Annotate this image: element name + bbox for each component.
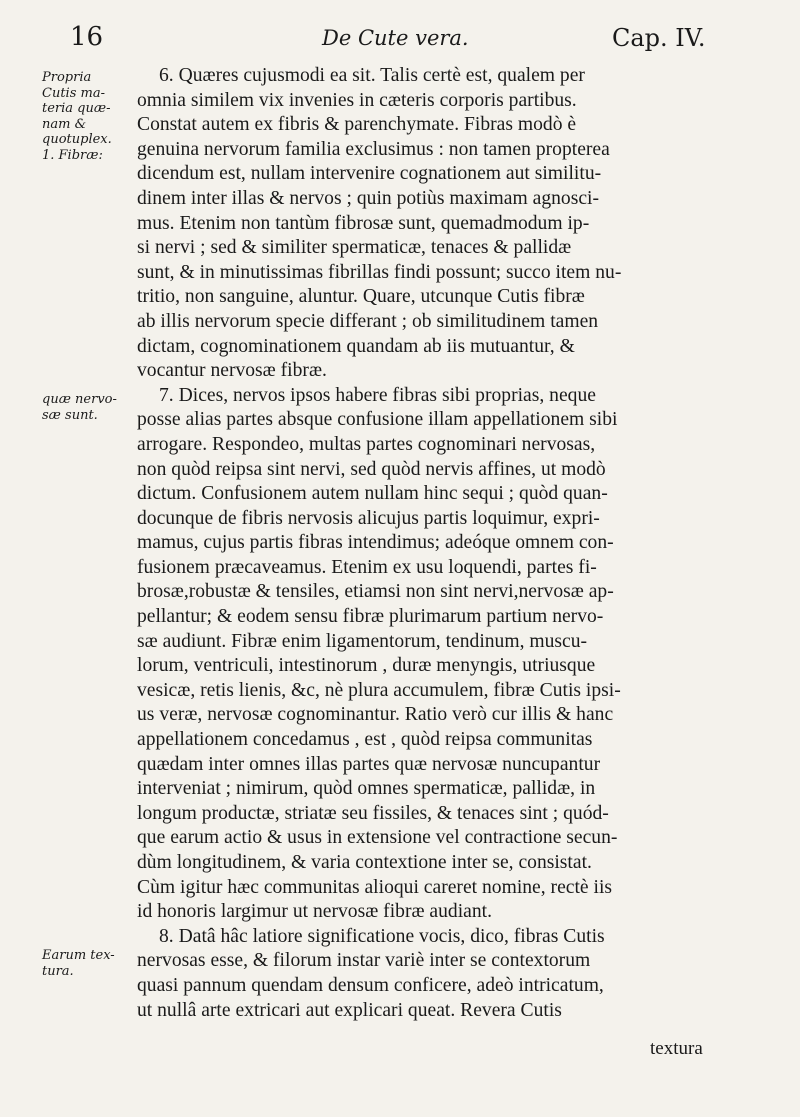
margin-note-line: nam &	[42, 116, 87, 132]
text-line: pellantur; & eodem sensu fibræ plurimarum partium nervo-	[137, 606, 604, 628]
margin-note-line: tura.	[42, 963, 74, 979]
text-line: mus. Etenim non tantùm fibrosæ sunt, quemadmodum ip-	[137, 212, 590, 234]
text-line: 6. Quæres cujusmodi ea sit. Talis certè est, qualem per	[159, 65, 585, 86]
text-line: Cùm igitur hæc communitas alioqui careret nomine, rectè iis	[137, 876, 613, 898]
margin-note-nervosae	[42, 392, 138, 423]
text-line: arrogare. Respondeo, multas partes cognominari nervosas,	[137, 433, 596, 455]
text-line: non quòd reipsa sint nervi, sed quòd nervis affines, ut modò	[137, 458, 606, 480]
text-line: sæ audiunt. Fibræ enim ligamentorum, tendinum, muscu-	[137, 630, 588, 652]
text-line: ab illis nervorum specie differant ; ob similitudinem tamen	[137, 310, 599, 332]
text-line: sunt, & in minutissimas fibrillas findi possunt; succo item nu-	[137, 261, 622, 283]
text-line: brosæ,robustæ & tensiles, etiamsi non sint nervi,nervosæ ap-	[137, 581, 614, 603]
text-line: docunque de fibris nervosis alicujus partis loquimur, expri-	[137, 507, 600, 529]
text-line: us veræ, nervosæ cognominantur. Ratio verò cur illis & hanc	[137, 704, 614, 726]
text-line: dùm longitudinem, & varia contextione inter se, consistat.	[137, 852, 592, 873]
text-line: dicendum est, nullam intervenire cognationem aut similitu-	[137, 163, 602, 185]
text-line: interveniat ; nimirum, quòd omnes spermaticæ, pallidæ, in	[137, 778, 596, 800]
text-line: dinem inter illas & nervos ; quin potiùs maximam agnosci-	[137, 187, 600, 209]
margin-note-line: Earum tex-	[42, 948, 115, 963]
chapter-label: Cap. IV.	[612, 24, 706, 52]
text-line: vesicæ, retis lienis, &c, nè plura accumulem, fibræ Cutis ipsi-	[137, 679, 621, 701]
running-title: De Cute vera.	[322, 26, 469, 50]
text-line: genuina nervorum familia exclusimus : non tamen propterea	[137, 138, 610, 160]
text-line: dictam, cognominationem quandam ab iis mutuantur, &	[137, 335, 575, 357]
margin-note-line: 1. Fibræ:	[42, 147, 103, 163]
text-line: lorum, ventriculi, intestinorum , duræ menyngis, utriusque	[137, 655, 596, 677]
body-text	[137, 64, 725, 1023]
text-line: vocantur nervosæ fibræ.	[137, 360, 327, 382]
text-line: fusionem præcaveamus. Etenim ex usu loquendi, partes fi-	[137, 556, 597, 578]
text-line: 8. Datâ hâc latiore significatione vocis, dico, fibras Cutis	[159, 925, 605, 947]
margin-note-line: teria quæ-	[42, 101, 111, 116]
margin-note-line: Cutis ma-	[42, 85, 105, 101]
text-line: quædam inter omnes illas partes quæ nervosæ nuncupantur	[137, 753, 601, 775]
margin-note-propria	[42, 70, 138, 163]
page-number: 16	[70, 22, 104, 52]
margin-note-line: Propria	[42, 70, 92, 85]
text-line: dictum. Confusionem autem nullam hinc sequi ; quòd quan-	[137, 483, 608, 505]
text-line: tritio, non sanguine, aluntur. Quare, utcunque Cutis fibræ	[137, 286, 585, 308]
text-line: id honoris largimur ut nervosæ fibræ audiant.	[137, 901, 493, 923]
text-line: appellationem concedamus , est , quòd reipsa communitas	[137, 729, 593, 751]
text-line: si nervi ; sed & similiter spermaticæ, tenaces & pallidæ	[137, 237, 572, 259]
text-line: posse alias partes absque confusione illam appellationem sibi	[137, 409, 618, 431]
catchword: textura	[650, 1038, 703, 1059]
text-line: mamus, cujus partis fibras intendimus; adeóque omnem con-	[137, 532, 614, 554]
margin-note-line: quæ nervo-	[42, 392, 117, 407]
text-line: que earum actio & usus in extensione vel contractione secun-	[137, 827, 618, 849]
text-line: nervosas esse, & filorum instar variè inter se contextorum	[137, 950, 591, 972]
text-line: ut nullâ arte extricari aut explicari queat. Revera Cutis	[137, 999, 562, 1021]
text-line: longum productæ, striatæ seu fissiles, & tenaces sint ; quód-	[137, 802, 609, 824]
text-line: omnia similem vix invenies in cæteris corporis partibus.	[137, 89, 577, 111]
margin-note-line: quotuplex.	[42, 132, 112, 147]
text-line: Constat autem ex fibris & parenchymate. Fibras modò è	[137, 114, 577, 136]
text-line: quasi pannum quendam densum conficere, adeò intricatum,	[137, 974, 604, 996]
text-line: 7. Dices, nervos ipsos habere fibras sibi proprias, neque	[159, 384, 596, 406]
margin-note-line: sæ sunt.	[42, 407, 98, 423]
page-header	[0, 22, 800, 58]
margin-note-textura	[42, 948, 138, 979]
